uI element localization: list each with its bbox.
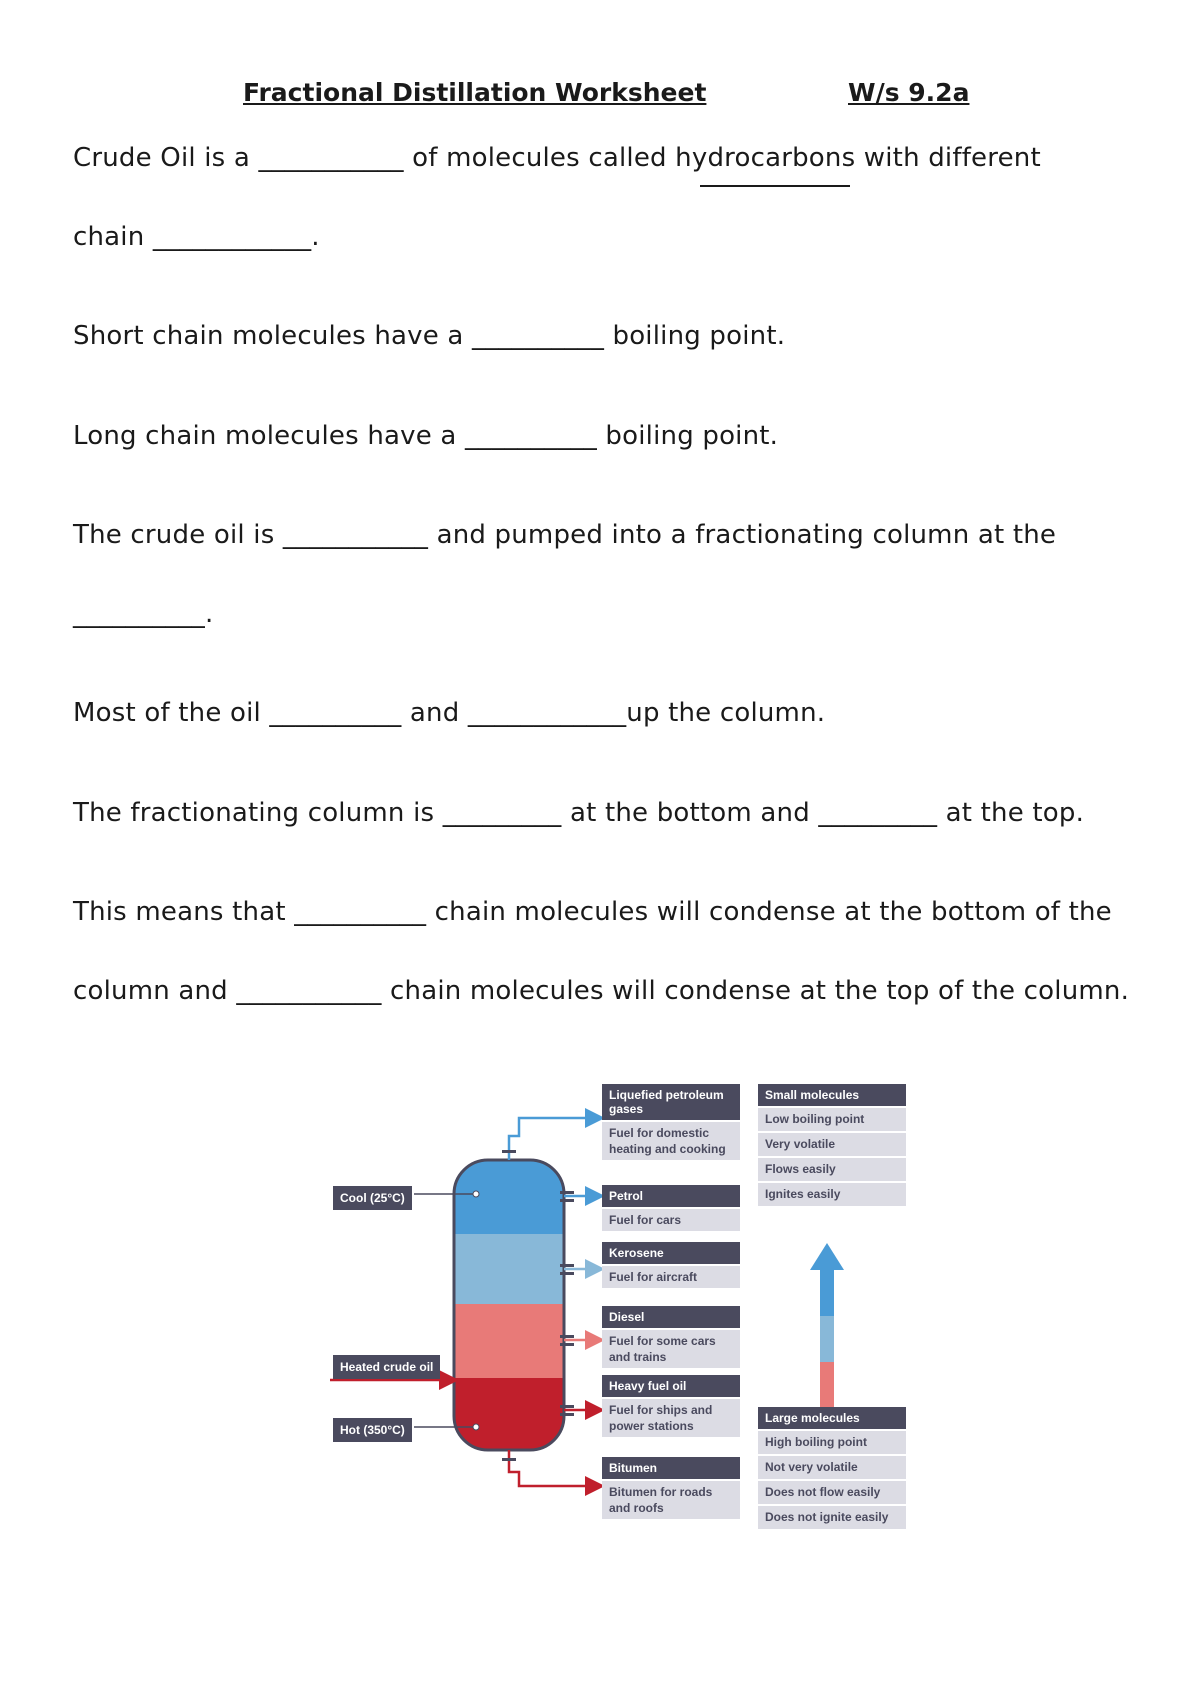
fraction-box-petrol — [602, 1185, 740, 1231]
fraction-name: Heavy fuel oil — [602, 1375, 740, 1397]
gradient-blue — [820, 1270, 834, 1316]
fraction-box-bitumen — [602, 1457, 740, 1519]
worksheet-title — [0, 78, 1200, 112]
page-title: Fractional Distillation Worksheet — [243, 78, 707, 107]
property-item: Not very volatile — [758, 1454, 906, 1479]
question-line: Most of the oil __________ and ____________up the column. — [73, 698, 826, 728]
column-bands — [454, 1160, 564, 1450]
small-molecules-heading: Small molecules — [758, 1084, 906, 1106]
gradient-pink — [820, 1362, 834, 1408]
fraction-name: Liquefied petroleum gases — [602, 1084, 740, 1120]
band-red — [454, 1378, 564, 1450]
fraction-box-heavy-oil — [602, 1375, 740, 1437]
question-line: This means that __________ chain molecules will condense at the bottom of the — [73, 897, 1112, 927]
band-hot-top — [454, 1160, 564, 1234]
question-line: __________. — [73, 599, 214, 629]
property-item: Flows easily — [758, 1156, 906, 1181]
question-line: Crude Oil is a ___________ of molecules called hydrocarbons with different — [73, 143, 1041, 173]
distillation-diagram — [330, 1080, 910, 1530]
fraction-box-lpg — [602, 1084, 740, 1160]
question-line: column and ___________ chain molecules will condense at the top of the column. — [73, 976, 1130, 1006]
property-item: High boiling point — [758, 1429, 906, 1454]
question-line: Short chain molecules have a __________ boiling point. — [73, 321, 786, 351]
property-item: Ignites easily — [758, 1181, 906, 1206]
fraction-use: Bitumen for roads and roofs — [602, 1481, 740, 1519]
question-line: The fractionating column is _________ at the bottom and _________ at the top. — [73, 798, 1085, 828]
question-line: chain ____________. — [73, 222, 320, 252]
up-arrow-head — [810, 1243, 844, 1270]
cool-label: Cool (25°C) — [333, 1186, 412, 1210]
large-molecules-box — [758, 1407, 906, 1529]
hot-label: Hot (350°C) — [333, 1418, 412, 1442]
property-item: Very volatile — [758, 1131, 906, 1156]
fraction-box-diesel — [602, 1306, 740, 1368]
band-light — [454, 1234, 564, 1304]
fraction-name: Kerosene — [602, 1242, 740, 1264]
large-molecules-heading: Large molecules — [758, 1407, 906, 1429]
fraction-use: Fuel for ships and power stations — [602, 1399, 740, 1437]
fraction-use: Fuel for some cars and trains — [602, 1330, 740, 1368]
lpg-arrow — [509, 1118, 600, 1160]
gradient-light — [820, 1316, 834, 1362]
small-molecules-box — [758, 1084, 906, 1206]
fraction-use: Fuel for domestic heating and cooking — [602, 1122, 740, 1160]
property-item: Does not flow easily — [758, 1479, 906, 1504]
fraction-use: Fuel for aircraft — [602, 1266, 740, 1288]
bitumen-arrow — [509, 1450, 600, 1486]
question-line: The crude oil is ___________ and pumped into a fractionating column at the — [73, 520, 1057, 550]
band-pink — [454, 1304, 564, 1378]
fraction-name: Diesel — [602, 1306, 740, 1328]
fraction-box-kerosene — [602, 1242, 740, 1288]
fraction-name: Bitumen — [602, 1457, 740, 1479]
worksheet-code: W/s 9.2a — [848, 78, 970, 107]
title-underline — [700, 185, 850, 187]
fraction-name: Petrol — [602, 1185, 740, 1207]
fraction-use: Fuel for cars — [602, 1209, 740, 1231]
question-line: Long chain molecules have a __________ boiling point. — [73, 421, 779, 451]
property-item: Low boiling point — [758, 1106, 906, 1131]
property-item: Does not ignite easily — [758, 1504, 906, 1529]
heated-crude-label: Heated crude oil — [333, 1355, 440, 1379]
